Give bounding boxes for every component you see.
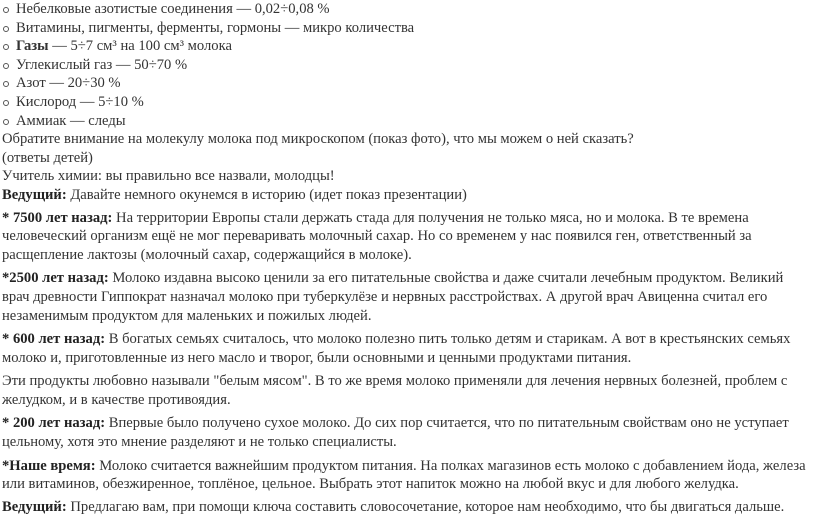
- children-answer: (ответы детей): [2, 149, 93, 166]
- list-item: Небелковые азотистые соединения — 0,02÷0,08 %: [2, 0, 810, 19]
- circle-bullet-icon: [3, 44, 9, 50]
- history-paragraph-7500: * 7500 лет назад: На территории Европы стали держать стада для получения не только мяса, но и молока. В те времена человеческий организм ещё не мог переваривать молочный сахар. Но со временем у нас появился ген, ответственный за расщепление лактозы (молочный сахар, содержащийся в молоке).: [2, 209, 752, 263]
- question-line: Обратите внимание на молекулу молока под микроскопом (показ фото), что мы можем о ней сказать?: [2, 131, 634, 148]
- circle-bullet-icon: [3, 26, 9, 32]
- circle-bullet-icon: [3, 100, 9, 106]
- milk-composition-list: [2, 0, 810, 130]
- history-paragraph-modern: *Наше время: Молоко считается важнейшим продуктом питания. На полках магазинов есть молоко с добавлением йода, железа или витаминов, обезжиренное, топлёное, цельное. Выбрать этот напиток можно на любой вкус и для любого желудка.: [2, 457, 806, 493]
- list-item: Аммиак — следы: [2, 112, 810, 131]
- history-paragraph-2500: *2500 лет назад: Молоко издавна высоко ценили за его питательные свойства и даже считали лечебным продуктом. Великий врач древности Гиппократ назначал молоко при туберкулёзе и нервных расстройствах. А другой врач Авиценна считал его незаменимым продуктом для маленьких и пожилых людей.: [2, 270, 784, 324]
- list-item: Кислород — 5÷10 %: [2, 93, 810, 112]
- list-item: Углекислый газ — 50÷70 %: [2, 56, 810, 75]
- host-line-2: Ведущий: Предлагаю вам, при помощи ключа составить словосочетание, которое нам необходимо, что бы двигаться дальше.: [2, 498, 785, 515]
- circle-bullet-icon: [3, 63, 9, 69]
- circle-bullet-icon: [3, 7, 9, 13]
- history-paragraph-white-meat: Эти продукты любовно называли "белым мясом". В то же время молоко применяли для лечения нервных болезней, проблем с желудком, и в качестве противоядия.: [2, 373, 788, 408]
- chem-teacher-line: Учитель химии: вы правильно все назвали, молодцы!: [2, 168, 335, 185]
- history-paragraph-600: * 600 лет назад: В богатых семьях считалось, что молоко полезно пить только детям и старикам. А вот в крестьянских семьях молоко и, приготовленные из него масло и творог, были основными и ценными продуктами питания.: [2, 331, 791, 366]
- circle-bullet-icon: [3, 119, 9, 125]
- list-item: Азот — 20÷30 %: [2, 74, 810, 93]
- list-item: Газы — 5÷7 см³ на 100 см³ молока: [2, 37, 810, 56]
- circle-bullet-icon: [3, 81, 9, 87]
- host-line-1: Ведущий: Давайте немного окунемся в историю (идет показ презентации): [2, 186, 467, 203]
- history-paragraph-200: * 200 лет назад: Впервые было получено сухое молоко. До сих пор считается, что по питательным свойствам оно не уступает цельному, хотя это мнение разделяют и не только специалисты.: [2, 415, 789, 451]
- list-item: Витамины, пигменты, ферменты, гормоны — микро количества: [2, 19, 810, 38]
